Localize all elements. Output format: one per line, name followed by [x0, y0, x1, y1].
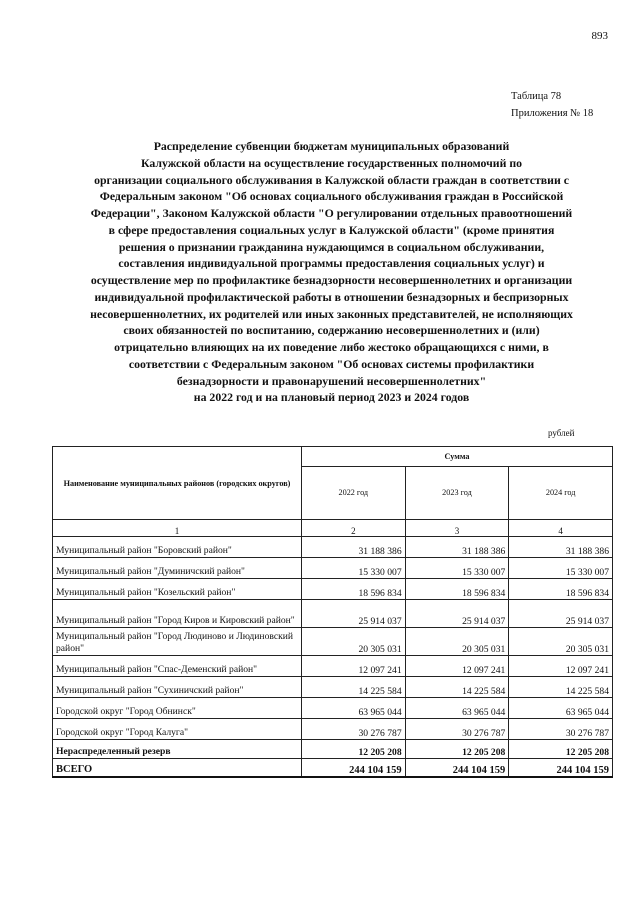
- amount-2022: 25 914 037: [301, 600, 405, 628]
- amount-2024: 25 914 037: [509, 600, 613, 628]
- amount-2023: 31 188 386: [405, 537, 509, 558]
- amount-2022: 18 596 834: [301, 579, 405, 600]
- amount-2022: 12 097 241: [301, 656, 405, 677]
- reserve-name: Нераспределенный резерв: [53, 740, 302, 759]
- title-line: в сфере предоставления социальных услуг в Калужской области" (кроме принятия: [108, 222, 555, 237]
- municipality-name: Муниципальный район "Козельский район": [53, 579, 302, 600]
- title-line: Федерации", Законом Калужской области "О регулировании отдельных правоотношений: [90, 206, 573, 220]
- amount-2022: 30 276 787: [301, 719, 405, 740]
- table-row: [53, 579, 613, 600]
- amount-2024: 15 330 007: [509, 558, 613, 579]
- amount-2024: 30 276 787: [509, 719, 613, 740]
- municipality-name: Муниципальный район "Сухиничский район": [53, 677, 302, 698]
- reserve-2024: 12 205 208: [509, 740, 613, 759]
- header-year-2023: 2023 год: [405, 466, 509, 519]
- municipality-name: Муниципальный район "Боровский район": [53, 537, 302, 558]
- title-line: индивидуальной профилактической работы в отношении безнадзорных и беспризорных: [94, 289, 569, 304]
- table-reference: [511, 88, 593, 122]
- total-row: [53, 759, 613, 778]
- amount-2024: 18 596 834: [509, 579, 613, 600]
- column-number: 1: [53, 520, 302, 537]
- table-row: [53, 698, 613, 719]
- amount-2023: 30 276 787: [405, 719, 509, 740]
- table-row: [53, 537, 613, 558]
- header-year-2022: 2022 год: [301, 466, 405, 519]
- table-row: [53, 600, 613, 628]
- column-number: 3: [405, 520, 509, 537]
- title-line: решения о признании гражданина нуждающимся в социальном обслуживании,: [118, 239, 545, 254]
- title-line: Калужской области на осуществление государственных полномочий по: [140, 155, 523, 170]
- reserve-2022: 12 205 208: [301, 740, 405, 759]
- amount-2022: 31 188 386: [301, 537, 405, 558]
- municipality-name: Муниципальный район "Думиничский район": [53, 558, 302, 579]
- title-line: своих обязанностей по воспитанию, содержанию несовершеннолетних и (или): [123, 323, 540, 338]
- column-number-row: [53, 520, 613, 537]
- table-number: Таблица 78: [511, 91, 562, 102]
- page-number: 893: [591, 30, 608, 42]
- title-line: несовершеннолетних, их родителей или иных законных представителей, не исполняющих: [90, 306, 573, 321]
- title-line: Распределение субвенции бюджетам муниципальных образований: [153, 139, 510, 153]
- amount-2024: 12 097 241: [509, 656, 613, 677]
- amount-2023: 15 330 007: [405, 558, 509, 579]
- amount-2022: 15 330 007: [301, 558, 405, 579]
- municipality-name: Городской округ "Город Калуга": [53, 719, 302, 740]
- amount-2023: 25 914 037: [405, 600, 509, 628]
- title-line: организации социального обслуживания в Калужской области граждан в соответствии с: [94, 172, 569, 187]
- municipality-name: Муниципальный район "Город Киров и Кировский район": [53, 600, 302, 628]
- subvention-table: [52, 446, 613, 778]
- header-year-2024: 2024 год: [509, 466, 613, 519]
- amount-2022: 14 225 584: [301, 677, 405, 698]
- title-line: Федеральным законом "Об основах социального обслуживания граждан в Российской: [99, 189, 564, 204]
- header-municipality: Наименование муниципальных районов (городских округов): [53, 447, 302, 520]
- municipality-name: Муниципальный район "Спас-Деменский район": [53, 656, 302, 677]
- column-number: 4: [509, 520, 613, 537]
- amount-2024: 31 188 386: [509, 537, 613, 558]
- amount-2023: 20 305 031: [405, 628, 509, 656]
- title-line: безнадзорности и правонарушений несовершеннолетних": [176, 373, 487, 388]
- title-line: на 2022 год и на плановый период 2023 и 2024 годов: [193, 390, 470, 405]
- municipality-name: Городской округ "Город Обнинск": [53, 698, 302, 719]
- header-sum: Сумма: [301, 447, 612, 467]
- amount-2023: 63 965 044: [405, 698, 509, 719]
- amount-2024: 63 965 044: [509, 698, 613, 719]
- header-row: [53, 447, 613, 467]
- total-2023: 244 104 159: [405, 759, 509, 778]
- title-line: соответствии с Федеральным законом "Об основах системы профилактики: [128, 356, 535, 371]
- table-row: [53, 719, 613, 740]
- amount-2022: 20 305 031: [301, 628, 405, 656]
- reserve-2023: 12 205 208: [405, 740, 509, 759]
- total-2022: 244 104 159: [301, 759, 405, 778]
- title-line: отрицательно влияющих на их поведение либо жестоко обращающихся с ними, в: [114, 340, 549, 354]
- column-number: 2: [301, 520, 405, 537]
- title-line: составления индивидуальной программы предоставления социальных услуг) и: [118, 256, 545, 271]
- table-row: [53, 677, 613, 698]
- municipality-name: Муниципальный район "Город Людиново и Людиновский район": [53, 628, 302, 656]
- table-row: [53, 558, 613, 579]
- table-row: [53, 656, 613, 677]
- amount-2024: 20 305 031: [509, 628, 613, 656]
- table-row: [53, 628, 613, 656]
- total-label: ВСЕГО: [53, 759, 302, 778]
- amount-2023: 14 225 584: [405, 677, 509, 698]
- currency-unit: рублей: [548, 428, 575, 438]
- amount-2023: 18 596 834: [405, 579, 509, 600]
- appendix-number: Приложения № 18: [511, 108, 594, 119]
- title-line: осуществление мер по профилактике безнадзорности несовершеннолетних и организации: [90, 273, 573, 287]
- document-title: [40, 138, 623, 406]
- total-2024: 244 104 159: [509, 759, 613, 778]
- reserve-row: [53, 740, 613, 759]
- amount-2024: 14 225 584: [509, 677, 613, 698]
- amount-2022: 63 965 044: [301, 698, 405, 719]
- amount-2023: 12 097 241: [405, 656, 509, 677]
